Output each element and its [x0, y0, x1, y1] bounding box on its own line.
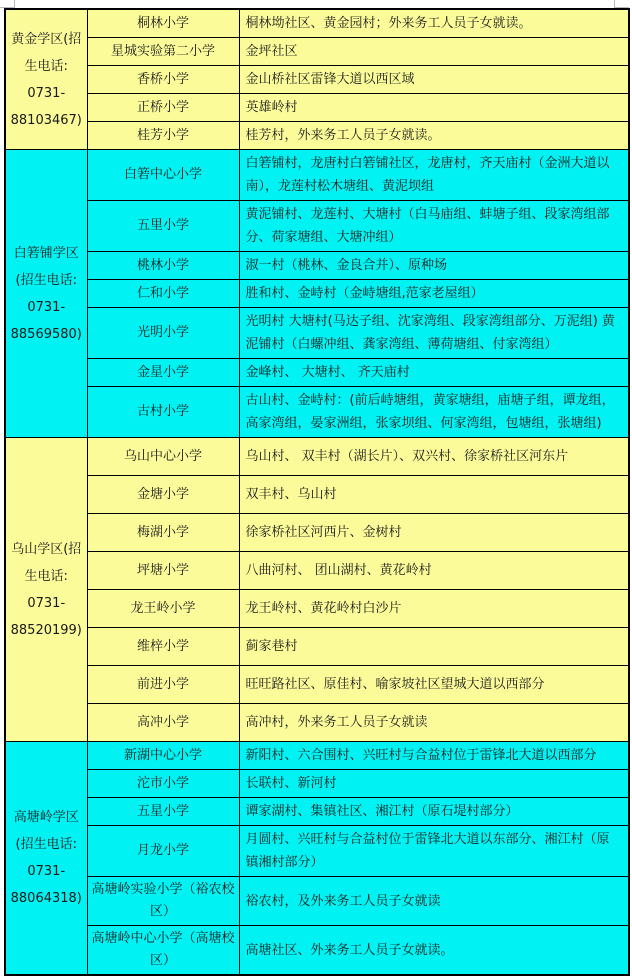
coverage-area-cell: 旺旺路社区、原佳村、喻家坡社区望城大道以西部分: [239, 666, 629, 704]
school-name-cell: 五里小学: [87, 201, 239, 252]
coverage-area-cell: 金坪社区: [239, 38, 629, 66]
school-name-cell: 古村小学: [87, 387, 239, 438]
coverage-area-cell: 桐林坳社区、黄金园村；外来务工人员子女就读。: [239, 9, 629, 38]
school-name-cell: 正桥小学: [87, 94, 239, 122]
table-row: [5, 798, 629, 826]
coverage-area-cell: 徐家桥社区河西片、金树村: [239, 514, 629, 552]
table-row: [5, 280, 629, 308]
district-label-line: 88103467): [10, 112, 82, 128]
school-name-cell: 金塘小学: [87, 476, 239, 514]
coverage-area-cell: 高塘社区、外来务工人员子女就读。: [239, 926, 629, 976]
table-row: [5, 666, 629, 704]
school-name-cell: 龙王岭小学: [87, 590, 239, 628]
district-label-line: 黄金学区(招: [11, 31, 82, 47]
coverage-area-cell: 光明村 大塘村(马达子组、沈家湾组、段家湾组部分、万泥组) 黄泥铺村（白螺冲组、龚家湾组、薄荷塘组、付家湾组）: [239, 308, 629, 359]
table-row: [5, 926, 629, 976]
table-row: [5, 704, 629, 742]
coverage-area-cell: 长联村、新河村: [239, 770, 629, 798]
school-name-cell: 金星小学: [87, 359, 239, 387]
school-name-cell: 高塘岭实验小学（裕农校区）: [87, 877, 239, 926]
table-row: [5, 66, 629, 94]
table-row: [5, 552, 629, 590]
district-cell: [5, 150, 87, 438]
district-label-line: 88064318): [10, 891, 82, 906]
school-name-cell: 香桥小学: [87, 66, 239, 94]
school-name-cell: 坪塘小学: [87, 552, 239, 590]
table-row: [5, 38, 629, 66]
school-name-cell: 乌山中心小学: [87, 438, 239, 476]
district-label-line: 高塘岭学区: [13, 810, 79, 825]
coverage-area-cell: 黄泥铺村、龙莲村、大塘村（白马庙组、蚌塘子组、段家湾组部分、荷家塘组、大塘冲组）: [239, 201, 629, 252]
school-name-cell: 前进小学: [87, 666, 239, 704]
school-name-cell: 新湖中心小学: [87, 742, 239, 770]
table-row: [5, 201, 629, 252]
school-name-cell: 维梓小学: [87, 628, 239, 666]
district-label-line: 88569580): [10, 326, 82, 342]
table-row: [5, 877, 629, 926]
school-name-cell: 光明小学: [87, 308, 239, 359]
table-row: [5, 308, 629, 359]
table-row: [5, 122, 629, 150]
school-name-cell: 沱市小学: [87, 770, 239, 798]
district-table-body: [5, 9, 629, 975]
coverage-area-cell: 桂芳村，外来务工人员子女就读。: [239, 122, 629, 150]
district-label-line: 白箬铺学区: [13, 245, 79, 261]
district-label-line: 0731-: [27, 299, 66, 315]
school-name-cell: 桃林小学: [87, 252, 239, 280]
page-edge-artifact-right: [614, 0, 629, 8]
coverage-area-cell: 蓟家巷村: [239, 628, 629, 666]
coverage-area-cell: 龙王岭村、黄花岭村白沙片: [239, 590, 629, 628]
table-row: [5, 742, 629, 770]
school-name-cell: 五星小学: [87, 798, 239, 826]
table-row: [5, 252, 629, 280]
page-edge-artifact-left: [0, 0, 15, 8]
district-label-line: 0731-: [27, 595, 66, 611]
coverage-area-cell: 裕农村，及外来务工人员子女就读: [239, 877, 629, 926]
coverage-area-cell: 胜和村、金峙村（金峙塘组,范家老屋组）: [239, 280, 629, 308]
school-name-cell: 星城实验第二小学: [87, 38, 239, 66]
school-name-cell: 桐林小学: [87, 9, 239, 38]
table-row: [5, 9, 629, 38]
coverage-area-cell: 古山村、金峙村：(前后峙塘组，黄家塘组，庙塘子组，谭龙组，高家湾组，晏家洲组，张家坝组、何家湾组，包塘组，张塘组): [239, 387, 629, 438]
coverage-area-cell: 白箬铺村，龙唐村白箬铺社区，龙唐村，齐天庙村（金洲大道以南），龙莲村松木塘组、黄泥坝组: [239, 150, 629, 201]
table-row: [5, 94, 629, 122]
coverage-area-cell: 新阳村、六合围村、兴旺村与合益村位于雷锋北大道以西部分: [239, 742, 629, 770]
table-row: [5, 590, 629, 628]
coverage-area-cell: 八曲河村、 团山湖村、黄花岭村: [239, 552, 629, 590]
district-label-line: 88520199): [10, 622, 82, 638]
table-row: [5, 628, 629, 666]
table-row: [5, 826, 629, 877]
coverage-area-cell: 双丰村、乌山村: [239, 476, 629, 514]
school-name-cell: 月龙小学: [87, 826, 239, 877]
table-row: [5, 476, 629, 514]
coverage-area-cell: 乌山村、 双丰村（湖长片）、双兴村、徐家桥社区河东片: [239, 438, 629, 476]
district-cell: [5, 742, 87, 976]
school-name-cell: 仁和小学: [87, 280, 239, 308]
coverage-area-cell: 金山桥社区雷锋大道以西区域: [239, 66, 629, 94]
school-name-cell: 白箬中心小学: [87, 150, 239, 201]
district-label-line: 生电话:: [24, 58, 68, 74]
school-name-cell: 梅湖小学: [87, 514, 239, 552]
district-label-line: (招生电话:: [15, 272, 77, 288]
coverage-area-cell: 高冲村，外来务工人员子女就读: [239, 704, 629, 742]
table-row: [5, 387, 629, 438]
coverage-area-cell: 金峰村、 大塘村、 齐天庙村: [239, 359, 629, 387]
district-cell: [5, 438, 87, 742]
table-row: [5, 438, 629, 476]
district-label-line: 生电话:: [24, 568, 68, 584]
coverage-area-cell: 谭家湖村、集镇社区、湘江村（原石堤村部分）: [239, 798, 629, 826]
district-label-line: (招生电话:: [15, 837, 77, 852]
table-row: [5, 770, 629, 798]
table-row: [5, 359, 629, 387]
table-row: [5, 514, 629, 552]
school-district-table: [4, 8, 630, 976]
school-name-cell: 高塘岭中心小学（高塘校区）: [87, 926, 239, 976]
table-row: [5, 150, 629, 201]
coverage-area-cell: 英雄岭村: [239, 94, 629, 122]
district-label-line: 0731-: [27, 864, 66, 879]
district-label-line: 乌山学区(招: [11, 541, 82, 557]
coverage-area-cell: 淑一村（桃林、金良合并）、原种场: [239, 252, 629, 280]
school-name-cell: 高冲小学: [87, 704, 239, 742]
district-label-line: 0731-: [27, 85, 66, 101]
coverage-area-cell: 月圆村、兴旺村与合益村位于雷锋北大道以东部分、湘江村（原镇湘村部分）: [239, 826, 629, 877]
school-name-cell: 桂芳小学: [87, 122, 239, 150]
district-cell: [5, 9, 87, 150]
